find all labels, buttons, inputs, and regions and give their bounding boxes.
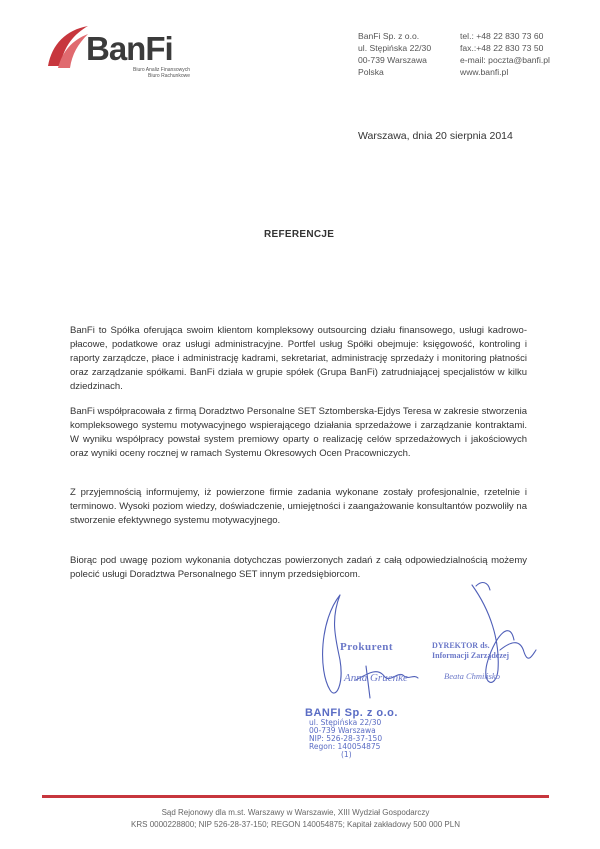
logo-subtitle-line2: Biuro Rachunkowe [148, 73, 190, 79]
company-stamp [305, 707, 398, 759]
stamp-company-name: BANFI Sp. z o.o. [305, 707, 398, 719]
header-email-link[interactable]: e-mail: poczta@banfi.pl [460, 55, 550, 65]
paragraph-evaluation: Z przyjemnością informujemy, iż powierzone firmie zadania wykonane zostały profesjonalnie, rzetelnie i terminowo. Wysoki poziom wiedzy, doświadczenie, umiejętności i zaangażowanie konsultantów pozwoliły na stworzenie efektywnego systemu motywacyjnego. [70, 487, 527, 526]
stamp-prokurent-name: Anna Gruenke [344, 672, 408, 684]
stamp-dyrektor-name: Beata Chmińsko [444, 671, 500, 681]
header-country: Polska [358, 67, 384, 77]
stamp-company-number: (1) [341, 750, 352, 759]
header-street: ul. Stępińska 22/30 [358, 43, 432, 53]
header-fax: fax.:+48 22 830 73 50 [460, 43, 544, 53]
banfi-logo-mark-icon [44, 24, 90, 72]
paragraph-recommendation: Biorąc pod uwagę poziom wykonania dotychczas powierzonych zadań z całą odpowiedzialnością możemy polecić usługi Doradztwa Personalnego SET innym przedsiębiorcom. [70, 555, 527, 580]
paragraph-cooperation: BanFi współpracowała z firmą Doradztwo Personalne SET Sztomberska-Ejdys Teresa w zakresie stworzenia kompleksowego systemu motywacyjnego wspierającego działania sprzedażowe i zarządzanie kontraktami. W wyniku współpracy powstał system premiowy oparty o realizację celów sprzedażowych i jakościowych oraz wyniki oceny rocznej w ramach Systemu Okresowych Ocen Pracowniczych. [70, 406, 527, 459]
letter-date: Warszawa, dnia 20 sierpnia 2014 [358, 130, 513, 142]
logo-name: BanFi [86, 30, 173, 67]
stamp-company-regon: Regon: 140054875 [309, 742, 381, 751]
header-contact [460, 30, 550, 78]
handwritten-signatures [300, 580, 550, 710]
stamp-prokurent: Prokurent [340, 641, 393, 653]
stamp-dyrektor-dept: Informacji Zarządczej [432, 651, 510, 660]
logo-subtitle [130, 67, 190, 79]
logo-subtitle-line1: Biuro Analiz Finansowych [133, 67, 190, 73]
header-tel: tel.: +48 22 830 73 60 [460, 31, 544, 41]
stamp-dyrektor-title: DYREKTOR ds. [432, 641, 490, 650]
document-title: REFERENCJE [264, 229, 335, 240]
stamp-company-city: 00-739 Warszawa [309, 726, 376, 735]
banfi-logo [44, 24, 194, 84]
header-address [358, 30, 431, 78]
footer-registration-info: KRS 0000228800; NIP 526-28-37-150; REGON 140054875; Kapitał zakładowy 500 000 PLN [131, 820, 460, 829]
header-city: 00-739 Warszawa [358, 55, 427, 65]
stamp-company-nip: NIP: 526-28-37-150 [309, 734, 383, 743]
header-www-link[interactable]: www.banfi.pl [460, 67, 509, 77]
footer-divider [42, 795, 549, 798]
stamp-company-street: ul. Stępińska 22/30 [309, 718, 382, 727]
footer-court-info: Sąd Rejonowy dla m.st. Warszawy w Warszawie, XIII Wydział Gospodarczy [161, 808, 430, 817]
header-company: BanFi Sp. z o.o. [358, 31, 420, 41]
paragraph-company-intro: BanFi to Spółka oferująca swoim klientom kompleksowy outsourcing działu finansowego, usługi kadrowo-płacowe, podatkowe oraz usługi administracyjne. Portfel usług Spółki obejmuje: księgowość, kontroling i raporty zarządcze, płace i administrację kadrami, sekretariat, administrację sprzedaży i monitoring płatności oraz zarządzanie spółkami. BanFi działa w grupie spółek (Grupa BanFi) zatrudniającej specjalistów w kilku dziedzinach. [70, 325, 527, 392]
